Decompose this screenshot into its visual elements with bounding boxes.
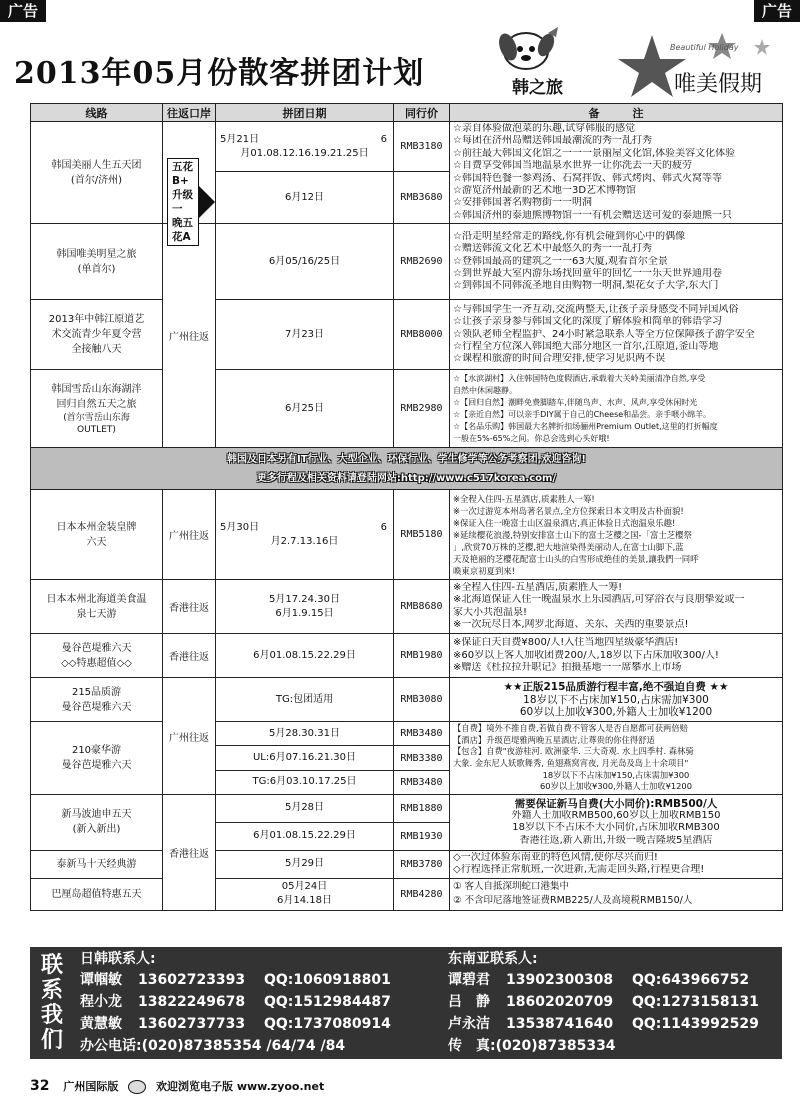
- date-cell: UL:6月07.16.21.30日: [216, 746, 394, 770]
- route-cell: 韩国美丽人生五天团 (首尔/济州): [31, 122, 163, 224]
- paper-logo-icon: [128, 1080, 146, 1094]
- price-cell: RMB4280: [394, 878, 450, 910]
- header-dates: 拼团日期: [216, 104, 394, 122]
- port-cell: 广州往返: [163, 678, 216, 795]
- table-row: [31, 490, 783, 580]
- table-row: [31, 878, 783, 910]
- port-cell: 广州往返: [163, 490, 216, 580]
- southeast-asia-contacts: [448, 949, 778, 1057]
- price-cell: RMB8000: [394, 300, 450, 370]
- upgrade-cell: [163, 122, 216, 243]
- notes-cell: ☆沿走明星经常走的路线,你有机会碰到你心中的偶像 ☆赠送韩流文化艺术中最悠久的秀一一乱打秀 ☆登韩国最高的建筑之一一63大厦,观看首尔全景 ☆到世界最大室内游乐场找回童年的回忆一一乐天世界通用卷 ☆到韩国不同韩流圣地自由购物一明洞,梨花女子大学,东大门: [450, 224, 783, 300]
- ad-label-right: 广告: [754, 0, 800, 22]
- beautiful-holiday-logo: [612, 25, 792, 105]
- price-cell: RMB3080: [394, 678, 450, 722]
- table-row: [31, 122, 783, 172]
- date-cell: TG:包团适用: [216, 678, 394, 722]
- route-cell: 210豪华游 曼谷芭堤雅六天: [31, 722, 163, 795]
- table-header-row: [31, 104, 783, 122]
- price-cell: RMB3380: [394, 746, 450, 770]
- page-number: 32: [30, 1078, 50, 1094]
- tour-schedule-table: [30, 103, 783, 911]
- port-cell: 广州往返: [163, 224, 216, 448]
- inquiry-banner: [31, 448, 783, 490]
- notes-cell: ※全程入住四-五星酒店,质素胜人一筹! ※北海道保证入住一晚温泉水上乐园酒店,可穿浴衣与良朋挚爱或一 家大小共泡温泉! ※一次玩尽日本,网罗北海道、关东、关西的重要景点!: [450, 580, 783, 634]
- price-cell: RMB5180: [394, 490, 450, 580]
- japan-korea-contacts: [80, 949, 440, 1057]
- contact-row: 程小龙 13822249678 QQ:1512984487: [80, 994, 391, 1010]
- route-cell: 韩国雪岳山东海湖泮 回归自然五天之旅 (首尔雪岳山东海 OUTLET): [31, 370, 163, 448]
- notes-cell: ※保证白天自费¥800/人!入住当地四星级豪华酒店! ※60岁以上客人加收团费200/人,18岁以下占床加收300/人! ※赠送《杜拉拉升职记》拍摄基地一一席攀水上市场: [450, 634, 783, 678]
- date-cell: 6月01.08.15.22.29日: [216, 634, 394, 678]
- price-cell: RMB1880: [394, 794, 450, 822]
- price-cell: RMB2980: [394, 370, 450, 448]
- route-cell: 韩国唯美明星之旅 (单首尔): [31, 224, 163, 300]
- date-cell: 5月30日 6 月2.7.13.16日: [216, 490, 394, 580]
- price-cell: RMB1980: [394, 634, 450, 678]
- contact-row: 谭碧君 13902300308 QQ:643966752: [448, 972, 750, 988]
- beautiful-holiday-text: 唯美假期: [674, 72, 763, 97]
- route-cell: 巴厘岛超值特惠五天: [31, 878, 163, 910]
- notes-cell: 【自费】境外不推自费,若做自费不管客人是否自愿都可获两倍赔 【酒店】升级芭堤雅两晚五星酒店,让尊贵的你住得舒适 【包含】自费"夜游桂河. 欧洲豪华. 三大奇观. 水上四季村. 森林骑 大象. 金东尼人妖歌舞秀, 鱼翅燕窝宵夜, 月光岛及岛上十余项目" 18岁以下不占床加¥150,占床需加¥300 60岁以上加收¥300,外籍人士加收¥1200: [450, 722, 783, 795]
- date-cell: 6月05/16/25日: [216, 224, 394, 300]
- header-price: 同行价: [394, 104, 450, 122]
- route-cell: 2013年中韩江原道艺 术交流青少年夏令营 全接触八天: [31, 300, 163, 370]
- contact-row: 卢永洁 13538741640 QQ:1143992529: [448, 1016, 759, 1032]
- price-cell: RMB3480: [394, 770, 450, 794]
- header-route: 线路: [31, 104, 163, 122]
- table-row: [31, 850, 783, 878]
- beautiful-holiday-sub: Beautiful Holiday: [670, 43, 739, 52]
- price-cell: RMB2690: [394, 224, 450, 300]
- contact-row: 谭帼敏 13602723393 QQ:1060918801: [80, 972, 391, 988]
- table-row: [31, 580, 783, 634]
- arrow-right-icon: [199, 186, 215, 218]
- page-footer: [30, 1078, 324, 1094]
- date-cell: 6月12日: [216, 172, 394, 224]
- contact-row: 黄慧敏 13602737733 QQ:1737080914: [80, 1016, 391, 1032]
- port-cell: 香港往返: [163, 794, 216, 910]
- port-cell: 香港往返: [163, 634, 216, 678]
- date-cell: 5月21日 6 月01.08.12.16.19.21.25日: [216, 122, 394, 172]
- date-cell: 5月29日: [216, 850, 394, 878]
- table-row: [31, 300, 783, 370]
- price-cell: RMB3780: [394, 850, 450, 878]
- contact-panel: [30, 947, 782, 1059]
- notes-cell: 需要保证新马自费(大小同价):RMB500/人 外籍人士加收RMB500,60岁以上加收RMB150 18岁以下不占床不大小同价,占床加收RMB300 香港往返,新入新出,升级一晚吉隆坡5星酒店: [450, 794, 783, 850]
- fax-number: 传 真:(020)87385334: [448, 1038, 616, 1054]
- header-notes: 备 注: [450, 104, 783, 122]
- table-row: [31, 678, 783, 722]
- date-cell: 05月24日 6月14.18日: [216, 878, 394, 910]
- page-title: 2013年05月份散客拼团计划: [14, 56, 425, 91]
- ad-label-left: 广告: [0, 0, 46, 22]
- contact-row: 吕 静 18602020709 QQ:1273158131: [448, 994, 759, 1010]
- price-cell: RMB1930: [394, 822, 450, 850]
- banner-line-1: 韩国及日本另有IT行业、大型企业、环保行业、学生修学等公务考察团,欢迎咨询!: [227, 453, 586, 465]
- date-cell: 6月25日: [216, 370, 394, 448]
- notes-cell: ◇一次过体验东南亚的特色风情,使你尽兴而归! ◇行程选择正常航班,一次进新,无需走回头路,行程更合理!: [450, 850, 783, 878]
- date-cell: TG:6月03.10.17.25日: [216, 770, 394, 794]
- port-cell: 香港往返: [163, 580, 216, 634]
- inquiry-banner-row: [31, 448, 783, 490]
- route-cell: 曼谷芭堤雅六天 ◇◇特惠超值◇◇: [31, 634, 163, 678]
- price-cell: RMB3680: [394, 172, 450, 224]
- notes-cell: ☆【水滨湖村】入住韩国特色度假酒店,承载着大关岭美丽清净自然,享受 自然中休闲趣静。 ☆【回归自然】潮畔免费脚踏车,伴随鸟声、水声、风声,享受休闲时光 ☆【亲近自然】可以亲手DIY属于自己的Cheese和品尝。亲手喂小绵羊。 ☆【名品乐购】韩国最大名牌折扣场骊州Premium Outlet,这里的打折幅度 一般在5%-65%之间。你总会选到心头好哦!: [450, 370, 783, 448]
- route-cell: 日本本州北海道美食温 泉七天游: [31, 580, 163, 634]
- table-row: [31, 370, 783, 448]
- table-row: [31, 224, 783, 300]
- paper-name: 广州国际版: [63, 1080, 119, 1093]
- notes-cell: ① 客人自抵深圳蛇口港集中 ② 不含印尼落地签证费RMB225/人及高境税RMB150/人: [450, 878, 783, 910]
- notes-cell: ★★正版215品质游行程丰富,绝不强迫自费 ★★ 18岁以下不占床加¥150,占床需加¥300 60岁以上加收¥300,外籍人士加收¥1200: [450, 678, 783, 722]
- route-cell: 泰新马十天经典游: [31, 850, 163, 878]
- date-cell: 7月23日: [216, 300, 394, 370]
- banner-line-2[interactable]: 更多行程及相关资料请登陆网站:http://www.c517korea.com/: [256, 472, 557, 484]
- route-cell: 日本本州金装皇牌 六天: [31, 490, 163, 580]
- price-cell: RMB8680: [394, 580, 450, 634]
- table-row: [31, 722, 783, 746]
- footer-website[interactable]: 欢迎浏览电子版 www.zyoo.net: [156, 1080, 325, 1093]
- route-cell: 215品质游 曼谷芭堤雅六天: [31, 678, 163, 722]
- date-cell: 5月28日: [216, 794, 394, 822]
- header-port: 往返口岸: [163, 104, 216, 122]
- office-phone: 办公电话:(020)87385354 /64/74 /84: [80, 1038, 346, 1054]
- korea-tour-logo: [486, 25, 596, 100]
- table-row: [31, 634, 783, 678]
- route-cell: 新马波迪申五天 (新入新出): [31, 794, 163, 850]
- upgrade-box: 五花B+ 升级一 晚五花A: [167, 158, 199, 246]
- contact-us-label: 联 系 我 们: [34, 953, 70, 1053]
- notes-cell: ☆亲自体验做泡菜的乐趣,试穿韩服的感觉 ☆每团在济州岛赠送韩国最潮流的秀一乱打秀 ☆前往最大韩国文化馆之一一一景丽屋文化馆,体验美容文化体验 ☆自费享受韩国当地温泉水世界一让你洗去一天的疲劳 ☆韩国特色餐一参鸡汤、石窝拌饭、韩式烤肉、韩式火窝等等 ☆游览济州最新的艺术地一3D艺术博物馆 ☆安排韩国著名购物街一一明洞 ☆韩国济州的泰迪熊博物馆一一有机会赠送送可爱的泰迪熊一只: [450, 122, 783, 224]
- price-cell: RMB3180: [394, 122, 450, 172]
- notes-cell: ※全程入住四-五星酒店,质素胜人一筹! ※一次过游览本州岛著名景点,全方位探索日本文明及古朴面貌! ※保证入住一晚富士山区温泉酒店,真正体验日式泡温泉乐趣! ※延续樱花浪漫,特别安排富士山下的富士芝樱之国-「富士芝樱祭 」,欣赏70万株的芝樱,把大地渲染得美丽动人,在富士山脚下,蓝 天及艳丽的芝樱花配富士山头的白雪形成绝佳的美景,讓我們一同呼 喚東京初夏到來!: [450, 490, 783, 580]
- price-cell: RMB3480: [394, 722, 450, 746]
- southeast-asia-contacts-heading: 东南亚联系人:: [448, 951, 538, 967]
- date-cell: 5月28.30.31日: [216, 722, 394, 746]
- date-cell: 5月17.24.30日 6月1.9.15日: [216, 580, 394, 634]
- date-cell: 6月01.08.15.22.29日: [216, 822, 394, 850]
- korea-tour-logo-text: 韩之旅: [512, 78, 563, 98]
- japan-korea-contacts-heading: 日韩联系人:: [80, 951, 156, 967]
- notes-cell: ☆与韩国学生一齐互动,交流两整天,让孩子亲身感受不同异国风俗 ☆让孩子亲身参与韩国文化的深度了解体验和简单的韩语学习 ☆领队老师全程监护、24小时紧急联系人等全方位保障孩子游学安全 ☆行程全方位深入韩国绝大部分地区一首尔,江原道,釜山等地 ☆课程和旅游的时间合理安排,使学习见识两不误: [450, 300, 783, 370]
- table-row: [31, 794, 783, 822]
